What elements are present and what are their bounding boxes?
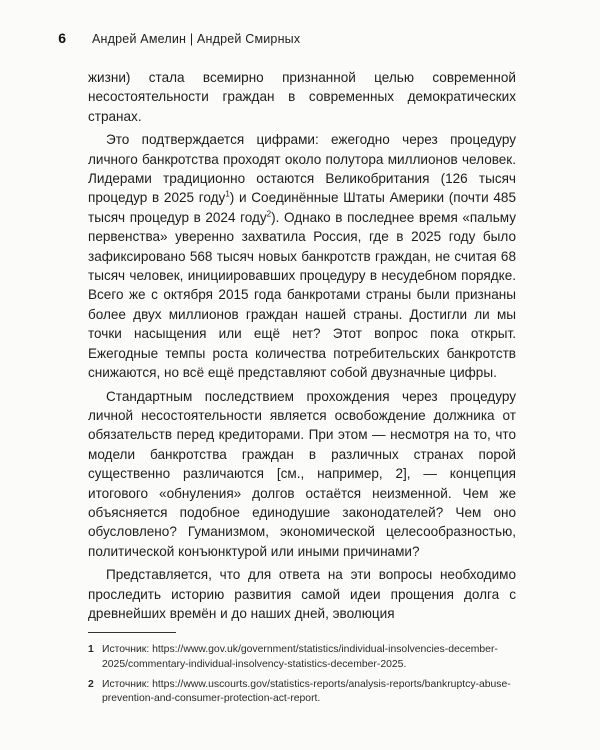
paragraph-2-part-b: ) и Соединённые Штаты Америки (почти 485 тысяч процедур в 2024 году bbox=[88, 190, 517, 225]
body-text bbox=[88, 68, 516, 623]
page-number: 6 bbox=[58, 30, 66, 46]
footnote-1-mark: 1 bbox=[88, 644, 94, 656]
running-head bbox=[58, 30, 516, 46]
footnote-ref-1[interactable]: 1 bbox=[225, 189, 230, 199]
footnote-1-text: Источник: https://www.gov.uk/government/statistics/individual-insolvencies-december-2025/commentary-individual-insolvency-statistics-december-2025. bbox=[102, 644, 498, 670]
paragraph-2-part-a: Это подтверждается цифрами: ежегодно через процедуру личного банкротства проходят около полутора миллионов человек. Лидерами традиционно остаются Великобритания (126 тысяч процедур в 2025 году bbox=[88, 132, 516, 206]
footnote-2 bbox=[88, 678, 516, 706]
running-head-authors: Андрей Амелин | Андрей Смирных bbox=[92, 32, 301, 46]
paragraph-2 bbox=[88, 130, 516, 382]
paragraph-1: жизни) стала всемирно признанной целью современной несостоятельности граждан в современных демократических странах. bbox=[88, 70, 516, 124]
paragraph-3: Стандартным последствием прохождения через процедуру личной несостоятельности является освобождение должника от обязательств перед кредиторами. При этом — несмотря на то, что модели банкротства граждан в различных странах порой существенно различаются [см., например, 2], — концепция итогового «обнуления» долгов остаётся неизменной. Чем же объясняется подобное единодушие законодателей? Чем оно обусловлено? Гуманизмом, экономической целесообразностью, политической конъюнктурой или иными причинами? bbox=[88, 388, 516, 559]
footnote-separator bbox=[88, 632, 176, 633]
footnote-ref-2[interactable]: 2 bbox=[266, 209, 272, 219]
footnote-2-text: Источник: https://www.uscourts.gov/statistics-reports/analysis-reports/bankruptcy-abuse-prevention-and-consumer-protection-act-report. bbox=[102, 678, 511, 704]
paragraph-4: Представляется, что для ответа на эти вопросы необходимо проследить историю развития самой идеи прощения долга с древнейших времён и до наших дней, эволюция bbox=[88, 567, 516, 621]
footnote-2-mark: 2 bbox=[88, 678, 94, 690]
paragraph-2-part-c: ). Однако в последнее время «пальму первенства» уверенно захватила Россия, где в 2025 году было зафиксировано 568 тысяч новых банкротств граждан, не считая 68 тысяч человек, инициировавших процедуру в несудебном порядке. Всего же с октября 2015 года банкротами страны были признаны более двух миллионов граждан нашей страны. Достигли ли мы точки насыщения или ещё нет? Этот вопрос пока открыт. Ежегодные темпы роста количества потребительских банкротств снижаются, но всё ещё представляют собой двузначные цифры. bbox=[88, 209, 516, 381]
book-page bbox=[58, 30, 517, 712]
footnote-1 bbox=[88, 643, 516, 671]
